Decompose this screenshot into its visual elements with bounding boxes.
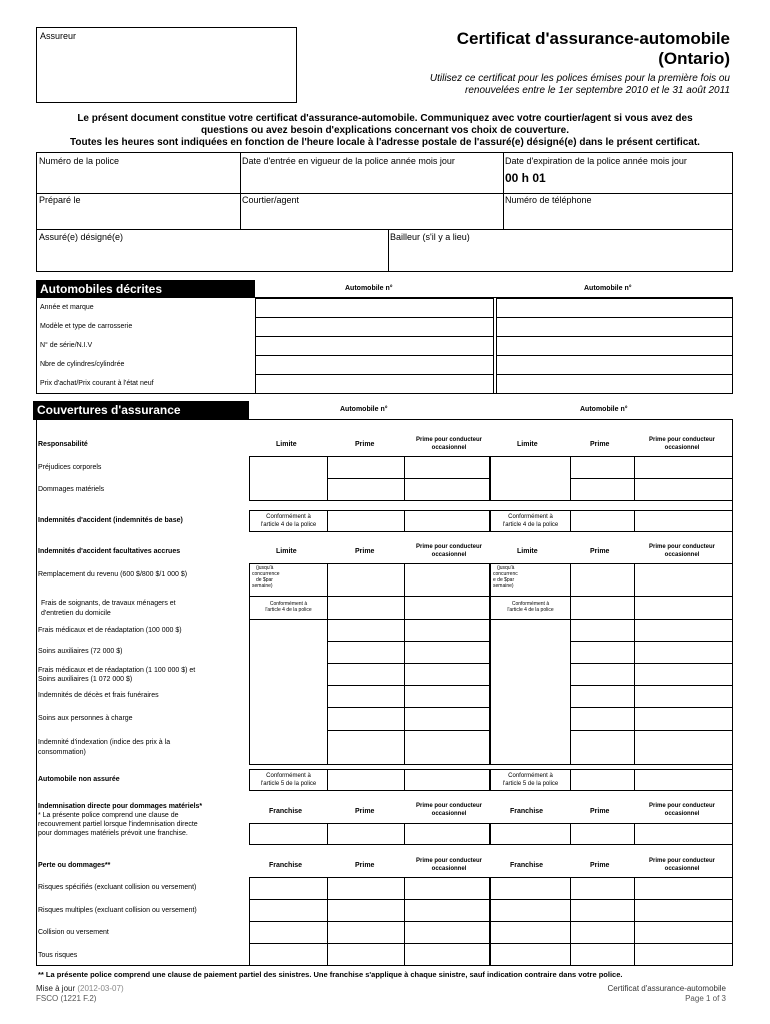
deductible-cell[interactable] xyxy=(249,943,328,966)
premium-cell[interactable] xyxy=(327,730,405,765)
premium-cell[interactable] xyxy=(327,943,405,966)
vehicle-cell[interactable] xyxy=(255,336,494,356)
occasional-cell[interactable] xyxy=(404,478,490,501)
form-subtitle-line1: Utilisez ce certificat pour les polices émises pour la première fois ou xyxy=(429,73,730,84)
limit-column-area xyxy=(249,619,328,765)
occasional-header: Prime pour conducteur occasionnel xyxy=(415,858,482,872)
premium-cell[interactable] xyxy=(327,641,405,664)
occasional-cell[interactable] xyxy=(404,921,490,944)
form-subtitle-line2: renouvelées entre le 1er septembre 2010 et le 31 août 2011 xyxy=(465,85,730,96)
occasional-cell[interactable] xyxy=(634,510,733,532)
limit-cell[interactable] xyxy=(490,456,571,501)
occasional-cell[interactable] xyxy=(634,707,733,731)
occasional-cell[interactable] xyxy=(634,921,733,944)
deductible-header: Franchise xyxy=(269,808,303,815)
vehicle-cell[interactable] xyxy=(255,298,494,318)
vehicle-cell[interactable] xyxy=(496,336,733,356)
premium-cell[interactable] xyxy=(570,510,635,532)
premium-cell[interactable] xyxy=(327,685,405,708)
occasional-cell[interactable] xyxy=(404,730,490,765)
income-limit-cell[interactable]: (jusqu'à concurrenc e de $par semaine) xyxy=(490,563,571,597)
occasional-cell[interactable] xyxy=(404,823,490,845)
notice-line1: Le présent document constitue votre certificat d'assurance-automobile. Communiquez avec votre courtier/agent si vous avez des xyxy=(77,113,693,124)
occasional-cell[interactable] xyxy=(634,456,733,479)
occasional-cell[interactable] xyxy=(634,943,733,966)
occasional-cell[interactable] xyxy=(634,663,733,686)
limit-cell[interactable] xyxy=(249,456,328,501)
deductible-cell[interactable] xyxy=(490,943,571,966)
effective-date-label: Date d'entrée en vigueur de la police année mois jour xyxy=(242,156,455,166)
caregiver-limit-cell: Conformément à l'article 4 de la police xyxy=(249,596,328,620)
occasional-header: Prime pour conducteur occasionnel xyxy=(648,803,715,817)
effective-date-field[interactable] xyxy=(240,167,502,191)
limit-header: Limite xyxy=(276,441,297,448)
occasional-cell[interactable] xyxy=(404,510,490,532)
dependant-label: Soins aux personnes à charge xyxy=(38,715,133,722)
bodily-label: Préjudices corporels xyxy=(38,464,102,471)
specified-label: Risques spécifiés (excluant collision ou versement) xyxy=(38,884,197,891)
premium-cell[interactable] xyxy=(570,563,635,597)
deductible-cell[interactable] xyxy=(490,921,571,944)
broker-field[interactable] xyxy=(240,206,502,228)
footnote: ** La présente police comprend une clause de paiement partiel des sinistres. Une franchise s'applique à chaque sinistre, sauf indication contraire dans votre police. xyxy=(38,970,623,979)
coverages-col2-header: Automobile n° xyxy=(580,406,628,413)
dcpd-label: Indemnisation directe pour dommages matériels* * La présente police comprend une clause de recouvrement partiel lorsque l'indemnisation directe pour dommages matériels prévoit une franchise. xyxy=(38,803,203,837)
vehicle-row-label: N° de série/N.I.V xyxy=(40,342,93,349)
vehicle-cell[interactable] xyxy=(496,374,733,394)
limit-header: Limite xyxy=(276,548,297,555)
occasional-cell[interactable] xyxy=(404,663,490,686)
accident-base-cell: Conformément à l'article 4 de la police xyxy=(249,510,328,532)
notice-line2: questions ou avez besoin d'explications concernant vos choix de couverture. xyxy=(200,125,570,136)
property-label: Dommages matériels xyxy=(38,486,105,493)
vehicle-cell[interactable] xyxy=(255,317,494,337)
occasional-header: Prime pour conducteur occasionnel xyxy=(648,858,715,872)
footer-right xyxy=(608,984,726,1004)
deductible-cell[interactable] xyxy=(490,823,571,845)
premium-cell[interactable] xyxy=(570,877,635,900)
occasional-cell[interactable] xyxy=(404,596,490,620)
indexation-label: Indemnité d'indexation (indice des prix à la consommation) xyxy=(38,739,171,756)
occasional-cell[interactable] xyxy=(634,877,733,900)
occasional-cell[interactable] xyxy=(634,563,733,597)
occasional-header: Prime pour conducteur occasionnel xyxy=(415,803,482,817)
occasional-cell[interactable] xyxy=(634,685,733,708)
vehicle-cell[interactable] xyxy=(496,298,733,318)
occasional-cell[interactable] xyxy=(634,769,733,791)
premium-cell[interactable] xyxy=(327,456,405,479)
premium-cell[interactable] xyxy=(327,596,405,620)
premium-cell[interactable] xyxy=(570,943,635,966)
notice xyxy=(20,113,750,149)
loss-label: Perte ou dommages** xyxy=(38,862,111,869)
vehicle-cell[interactable] xyxy=(496,317,733,337)
coverages-header: Couvertures d'assurance xyxy=(33,401,249,420)
deductible-cell[interactable] xyxy=(249,823,328,845)
insurer-label: Assureur xyxy=(40,31,77,41)
premium-cell[interactable] xyxy=(570,641,635,664)
limit-header: Limite xyxy=(517,441,538,448)
phone-label: Numéro de téléphone xyxy=(505,195,592,205)
liability-label: Responsabilité xyxy=(38,441,88,448)
premium-cell[interactable] xyxy=(570,921,635,944)
insured-label: Assuré(e) désigné(e) xyxy=(39,232,124,242)
occasional-cell[interactable] xyxy=(634,478,733,501)
premium-cell[interactable] xyxy=(327,921,405,944)
form-code: FSCO (1221 F.2) xyxy=(36,994,97,1003)
occasional-cell[interactable] xyxy=(404,899,490,922)
caregiver-limit-cell: Conformément à l'article 4 de la police xyxy=(490,596,571,620)
vehicle-row-label: Modèle et type de carrosserie xyxy=(40,323,133,330)
updated-date: (2012-03-07) xyxy=(77,984,124,993)
vehicle-row-label: Nbre de cylindres/cylindrée xyxy=(40,361,125,368)
occasional-cell[interactable] xyxy=(404,456,490,479)
lessor-field[interactable] xyxy=(389,243,732,270)
occasional-cell[interactable] xyxy=(404,619,490,642)
occasional-cell[interactable] xyxy=(404,707,490,731)
lessor-label: Bailleur (s'il y a lieu) xyxy=(390,232,470,242)
premium-cell[interactable] xyxy=(327,769,405,791)
broker-label: Courtier/agent xyxy=(242,195,300,205)
premium-cell[interactable] xyxy=(570,685,635,708)
limit-column-area xyxy=(490,619,571,765)
vehicle-cell[interactable] xyxy=(496,355,733,375)
deductible-header: Franchise xyxy=(269,862,303,869)
updated-label: Mise à jour xyxy=(36,984,76,993)
premium-cell[interactable] xyxy=(327,899,405,922)
collision-label: Collision ou versement xyxy=(38,929,109,936)
income-label: Remplacement du revenu (600 $/800 $/1 000 $) xyxy=(38,571,188,578)
death-label: Indemnités de décès et frais funéraires xyxy=(38,692,159,699)
occasional-cell[interactable] xyxy=(404,877,490,900)
premium-cell[interactable] xyxy=(327,707,405,731)
occasional-cell[interactable] xyxy=(404,943,490,966)
occasional-cell[interactable] xyxy=(404,563,490,597)
income-limit-cell[interactable]: (jusqu'à concurrence de $par semaine) xyxy=(249,563,328,597)
occasional-cell[interactable] xyxy=(634,641,733,664)
all-risks-label: Tous risques xyxy=(38,952,78,959)
vehicle-row-label: Année et marque xyxy=(40,304,94,311)
premium-cell[interactable] xyxy=(570,730,635,765)
occasional-cell[interactable] xyxy=(404,685,490,708)
limit-header: Limite xyxy=(517,548,538,555)
occasional-header: Prime pour conducteur occasionnel xyxy=(415,437,482,451)
occasional-cell[interactable] xyxy=(634,619,733,642)
premium-cell[interactable] xyxy=(327,823,405,845)
uninsured-label: Automobile non assurée xyxy=(38,776,120,783)
deductible-cell[interactable] xyxy=(249,921,328,944)
premium-header: Prime xyxy=(590,548,610,555)
attendant-label: Soins auxiliaires (72 000 $) xyxy=(38,648,123,655)
vehicle-row-label: Prix d'achat/Prix courant à l'état neuf xyxy=(40,380,154,387)
insured-field[interactable] xyxy=(37,243,387,270)
deductible-cell[interactable] xyxy=(490,877,571,900)
uninsured-limit-cell: Conformément à l'article 5 de la police xyxy=(490,769,571,791)
occasional-header: Prime pour conducteur occasionnel xyxy=(415,544,482,558)
vehicle-cell[interactable] xyxy=(255,374,494,394)
premium-cell[interactable] xyxy=(570,663,635,686)
premium-header: Prime xyxy=(590,808,610,815)
premium-cell[interactable] xyxy=(570,769,635,791)
policy-number-field[interactable] xyxy=(37,167,238,191)
prepared-label: Préparé le xyxy=(39,195,81,205)
occasional-cell[interactable] xyxy=(404,769,490,791)
premium-header: Prime xyxy=(355,441,375,448)
premium-header: Prime xyxy=(355,862,375,869)
footer-doc-title: Certificat d'assurance-automobile xyxy=(607,984,726,993)
expiry-date-label: Date d'expiration de la police année mois jour xyxy=(505,156,687,166)
caregiver-label: Frais de soignants, de travaux ménagers et d'entretien du domicile xyxy=(41,600,176,617)
premium-header: Prime xyxy=(590,862,610,869)
form-title xyxy=(457,29,730,69)
accident-optional-label: Indemnités d'accident facultatives accrues xyxy=(38,548,181,555)
occasional-cell[interactable] xyxy=(634,596,733,620)
premium-cell[interactable] xyxy=(327,877,405,900)
deductible-header: Franchise xyxy=(510,808,544,815)
medical-attendant-label: Frais médicaux et de réadaptation (1 100 000 $) et Soins auxiliaires (1 072 000 $) xyxy=(38,667,196,683)
premium-cell[interactable] xyxy=(327,619,405,642)
vehicles-header: Automobiles décrites xyxy=(36,280,255,298)
footer-left xyxy=(36,984,124,1004)
form-title-line2: (Ontario) xyxy=(658,49,730,68)
insurer-box[interactable] xyxy=(36,27,297,103)
premium-cell[interactable] xyxy=(570,707,635,731)
page-number: Page 1 of 3 xyxy=(685,994,726,1003)
premium-cell[interactable] xyxy=(570,596,635,620)
premium-cell[interactable] xyxy=(570,823,635,845)
premium-cell[interactable] xyxy=(570,478,635,501)
vehicles-col2-header: Automobile n° xyxy=(584,285,632,292)
multiple-label: Risques multiples (excluant collision ou versement) xyxy=(38,907,197,914)
form-title-line1: Certificat d'assurance-automobile xyxy=(456,29,730,48)
occasional-cell[interactable] xyxy=(634,823,733,845)
occasional-cell[interactable] xyxy=(634,899,733,922)
coverages-col1-header: Automobile n° xyxy=(340,406,388,413)
accident-base-label: Indemnités d'accident (indemnités de base) xyxy=(38,517,183,524)
premium-cell[interactable] xyxy=(570,456,635,479)
premium-header: Prime xyxy=(590,441,610,448)
occasional-cell[interactable] xyxy=(634,730,733,765)
occasional-header: Prime pour conducteur occasionnel xyxy=(648,544,715,558)
policy-number-label: Numéro de la police xyxy=(39,156,120,166)
notice-line3: Toutes les heures sont indiquées en fonction de l'heure locale à l'adresse postale de l'assuré(e) désigné(e) dans le présent certificat. xyxy=(70,137,700,148)
premium-header: Prime xyxy=(355,548,375,555)
prepared-field[interactable] xyxy=(37,206,238,228)
deductible-cell[interactable] xyxy=(249,877,328,900)
premium-header: Prime xyxy=(355,808,375,815)
deductible-cell[interactable] xyxy=(490,899,571,922)
premium-cell[interactable] xyxy=(327,510,405,532)
occasional-cell[interactable] xyxy=(404,641,490,664)
phone-field[interactable] xyxy=(503,206,732,228)
vehicles-col1-header: Automobile n° xyxy=(345,285,393,292)
uninsured-limit-cell: Conformément à l'article 5 de la police xyxy=(249,769,328,791)
premium-cell[interactable] xyxy=(327,563,405,597)
form-subtitle xyxy=(430,73,730,97)
premium-cell[interactable] xyxy=(327,663,405,686)
premium-cell[interactable] xyxy=(570,899,635,922)
deductible-header: Franchise xyxy=(510,862,544,869)
premium-cell[interactable] xyxy=(570,619,635,642)
expiry-time: 00 h 01 xyxy=(505,171,546,185)
medical-label: Frais médicaux et de réadaptation (100 000 $) xyxy=(38,627,182,634)
occasional-header: Prime pour conducteur occasionnel xyxy=(648,437,715,451)
vehicle-cell[interactable] xyxy=(255,355,494,375)
deductible-cell[interactable] xyxy=(249,899,328,922)
accident-base-cell: Conformément à l'article 4 de la police xyxy=(490,510,571,532)
premium-cell[interactable] xyxy=(327,478,405,501)
